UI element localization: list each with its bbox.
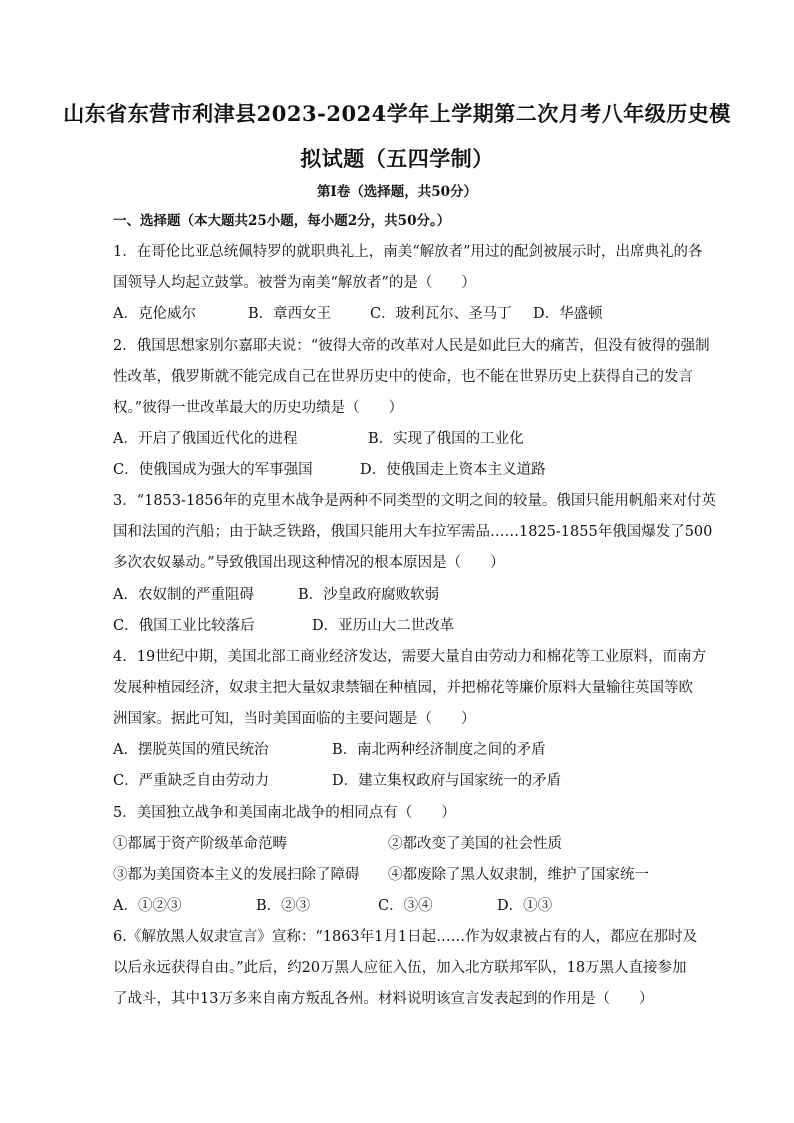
question-4-option-c: C．严重缺乏自由劳动力	[113, 773, 270, 789]
question-1-line-1: 1．在哥伦比亚总统佩特罗的就职典礼上，南美“解放者”用过的配剑被展示时，出席典礼的各	[113, 244, 703, 260]
question-6-line-2: 以后永远获得自由。”此后，约20万黑人应征入伍，加入北方联邦军队，18万黑人直接参加	[113, 960, 687, 976]
question-1-line-2: 国领导人均起立鼓掌。被誉为南美“解放者”的是（ ）	[113, 275, 476, 291]
question-5-statement-4: ④都废除了黑人奴隶制，维护了国家统一	[388, 867, 649, 883]
question-4-option-b: B．南北两种经济制度之间的矛盾	[332, 742, 546, 758]
question-5-statement-1: ①都属于资产阶级革命范畴	[113, 836, 287, 852]
question-3-line-3: 多次农奴暴动。”导致俄国出现这种情况的根本原因是（ ）	[113, 555, 505, 571]
question-6-line-1: 6.《解放黑人奴隶宣言》宣称：“1863年1月1日起……作为奴隶被占有的人，都应在那时及	[113, 929, 698, 945]
question-5-statement-3: ③都为美国资本主义的发展扫除了障碍	[113, 867, 360, 883]
section-heading: 一、选择题（本大题共25小题，每小题2分，共50分。）	[113, 213, 451, 229]
question-6-line-3: 了战斗，其中13万多来自南方叛乱各州。材料说明该宣言发表起到的作用是（ ）	[113, 991, 654, 1007]
question-1-option-d: D．华盛顿	[533, 306, 603, 322]
question-1-option-a: A．克伦威尔	[113, 306, 196, 322]
question-5-option-c: C．③④	[378, 898, 433, 914]
question-1-option-c: C．玻利瓦尔、圣马丁	[370, 306, 512, 322]
question-2-option-a: A．开启了俄国近代化的进程	[113, 431, 298, 447]
question-2-line-3: 权。”彼得一世改革最大的历史功绩是（ ）	[113, 400, 404, 416]
question-3-line-1: 3．“1853-1856年的克里木战争是两种不同类型的文明之间的较量。俄国只能用帆船来对付英	[113, 493, 716, 509]
question-2-option-d: D．使俄国走上资本主义道路	[360, 462, 546, 478]
question-4-line-1: 4．19世纪中期，美国北部工商业经济发达，需要大量自由劳动力和棉花等工业原料，而南方	[113, 649, 707, 665]
question-3-option-d: D．亚历山大二世改革	[312, 618, 455, 634]
exam-title-line-1: 山东省东营市利津县2023-2024学年上学期第二次月考八年级历史模	[63, 101, 731, 126]
exam-title-line-2: 拟试题（五四学制）	[300, 146, 494, 171]
question-4-option-d: D．建立集权政府与国家统一的矛盾	[332, 773, 562, 789]
question-3-option-a: A．农奴制的严重阻碍	[113, 587, 254, 603]
exam-subtitle: 第Ⅰ卷（选择题，共50分）	[316, 184, 478, 200]
question-5-option-b: B．②③	[256, 898, 311, 914]
question-2-line-1: 2．俄国思想家别尔嘉耶夫说：“彼得大帝的改革对人民是如此巨大的痛苦，但没有彼得的强制	[113, 338, 710, 354]
question-5-line-1: 5．美国独立战争和美国南北战争的相同点有（ ）	[113, 805, 456, 821]
question-3-line-2: 国和法国的汽船；由于缺乏铁路，俄国只能用大车拉军需品……1825-1855年俄国爆发了500	[113, 524, 713, 540]
question-3-option-b: B．沙皇政府腐败软弱	[298, 587, 440, 603]
question-4-line-3: 洲国家。据此可知，当时美国面临的主要问题是（ ）	[113, 711, 476, 727]
question-5-statement-2: ②都改变了美国的社会性质	[388, 836, 562, 852]
question-3-option-c: C．俄国工业比较落后	[113, 618, 255, 634]
question-2-line-2: 性改革，俄罗斯就不能完成自己在世界历史中的使命，也不能在世界历史上获得自己的发言	[113, 369, 693, 385]
question-5-option-a: A．①②③	[113, 898, 182, 914]
question-4-line-2: 发展种植园经济，奴隶主把大量奴隶禁锢在种植园，并把棉花等廉价原料大量输往英国等欧	[113, 680, 693, 696]
question-2-option-b: B．实现了俄国的工业化	[368, 431, 524, 447]
question-2-option-c: C．使俄国成为强大的军事强国	[113, 462, 313, 478]
question-5-option-d: D．①③	[497, 898, 553, 914]
question-1-option-b: B．章西女王	[248, 306, 332, 322]
question-4-option-a: A．摆脱英国的殖民统治	[113, 742, 269, 758]
